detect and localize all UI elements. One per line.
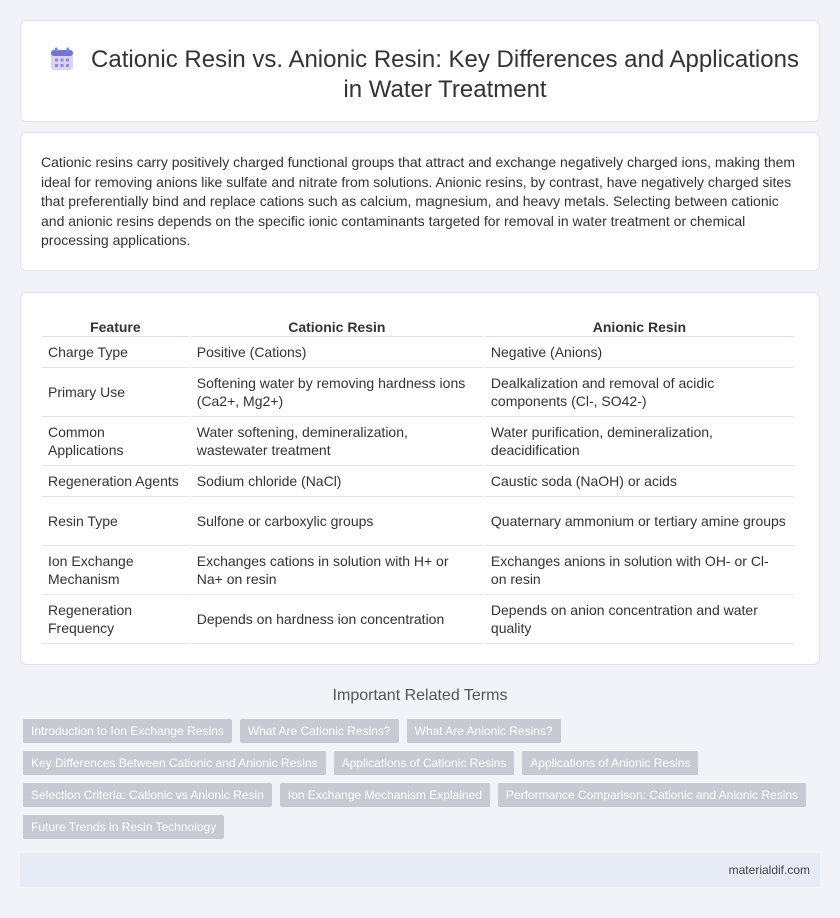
- table-row: [42, 595, 794, 644]
- table-row: [42, 466, 794, 497]
- row-cationic: Sulfone or carboxylic groups: [191, 497, 483, 546]
- footer: [20, 853, 820, 887]
- footer-site-link[interactable]: materialdif.com: [728, 863, 810, 877]
- row-anionic: Caustic soda (NaOH) or acids: [485, 466, 794, 497]
- intro-card: [20, 132, 820, 271]
- related-tag-anionic-applications[interactable]: Applications of Anionic Resins: [522, 751, 698, 775]
- comparison-table: [40, 313, 796, 644]
- related-tag-performance[interactable]: Performance Comparison: Cationic and Anionic Resins: [498, 783, 806, 807]
- table-row: [42, 417, 794, 466]
- row-cationic: Exchanges cations in solution with H+ or Na+ on resin: [191, 546, 483, 595]
- related-tag-anionic-resins[interactable]: What Are Anionic Resins?: [407, 719, 561, 743]
- row-anionic: Negative (Anions): [485, 337, 794, 368]
- row-anionic: Exchanges anions in solution with OH- or Cl- on resin: [485, 546, 794, 595]
- header-feature: Feature: [42, 313, 189, 337]
- table-row: [42, 497, 794, 546]
- row-feature: Primary Use: [42, 368, 189, 417]
- related-tag-key-differences[interactable]: Key Differences Between Cationic and Anionic Resins: [23, 751, 326, 775]
- table-header-row: [42, 313, 794, 337]
- comparison-card: [20, 292, 820, 665]
- related-terms-list: [23, 719, 813, 839]
- header-cationic: Cationic Resin: [191, 313, 483, 337]
- intro-paragraph: Cationic resins carry positively charged functional groups that attract and exchange negatively charged ions, making them ideal for removing anions like sulfate and nitrate from solutions. Anionic resins, by contrast, have negatively charged sites that preferentially bind and replace cations such as calcium, magnesium, and heavy metals. Selecting between cationic and anionic resins depends on the specific ionic contaminants targeted for removal in water treatment or chemical processing applications.: [41, 154, 796, 249]
- calendar-icon: [49, 46, 75, 72]
- row-anionic: Dealkalization and removal of acidic components (Cl-, SO42-): [485, 368, 794, 417]
- header-anionic: Anionic Resin: [485, 313, 794, 337]
- row-feature: Common Applications: [42, 417, 189, 466]
- table-row: [42, 337, 794, 368]
- related-tag-future-trends[interactable]: Future Trends in Resin Technology: [23, 815, 224, 839]
- row-feature: Charge Type: [42, 337, 189, 368]
- related-terms-heading: Important Related Terms: [332, 687, 508, 704]
- row-feature: Regeneration Frequency: [42, 595, 189, 644]
- row-anionic: Quaternary ammonium or tertiary amine groups: [485, 497, 794, 546]
- row-cationic: Softening water by removing hardness ions (Ca2+, Mg2+): [191, 368, 483, 417]
- row-cationic: Depends on hardness ion concentration: [191, 595, 483, 644]
- row-anionic: Water purification, demineralization, deacidification: [485, 417, 794, 466]
- row-cationic: Water softening, demineralization, wastewater treatment: [191, 417, 483, 466]
- related-tag-mechanism[interactable]: Ion Exchange Mechanism Explained: [280, 783, 490, 807]
- related-tag-selection-criteria[interactable]: Selection Criteria: Cationic vs Anionic Resin: [23, 783, 272, 807]
- row-feature: Ion Exchange Mechanism: [42, 546, 189, 595]
- page-title: Cationic Resin vs. Anionic Resin: Key Differences and Applications in Water Treatment: [91, 46, 799, 103]
- row-feature: Resin Type: [42, 497, 189, 546]
- row-anionic: Depends on anion concentration and water quality: [485, 595, 794, 644]
- related-tag-cationic-resins[interactable]: What Are Cationic Resins?: [240, 719, 399, 743]
- related-tag-intro-ion-exchange[interactable]: Introduction to Ion Exchange Resins: [23, 719, 232, 743]
- table-row: [42, 368, 794, 417]
- row-cationic: Sodium chloride (NaCl): [191, 466, 483, 497]
- related-tag-cationic-applications[interactable]: Applications of Cationic Resins: [334, 751, 515, 775]
- row-feature: Regeneration Agents: [42, 466, 189, 497]
- title-card: [20, 20, 820, 122]
- row-cationic: Positive (Cations): [191, 337, 483, 368]
- table-row: [42, 546, 794, 595]
